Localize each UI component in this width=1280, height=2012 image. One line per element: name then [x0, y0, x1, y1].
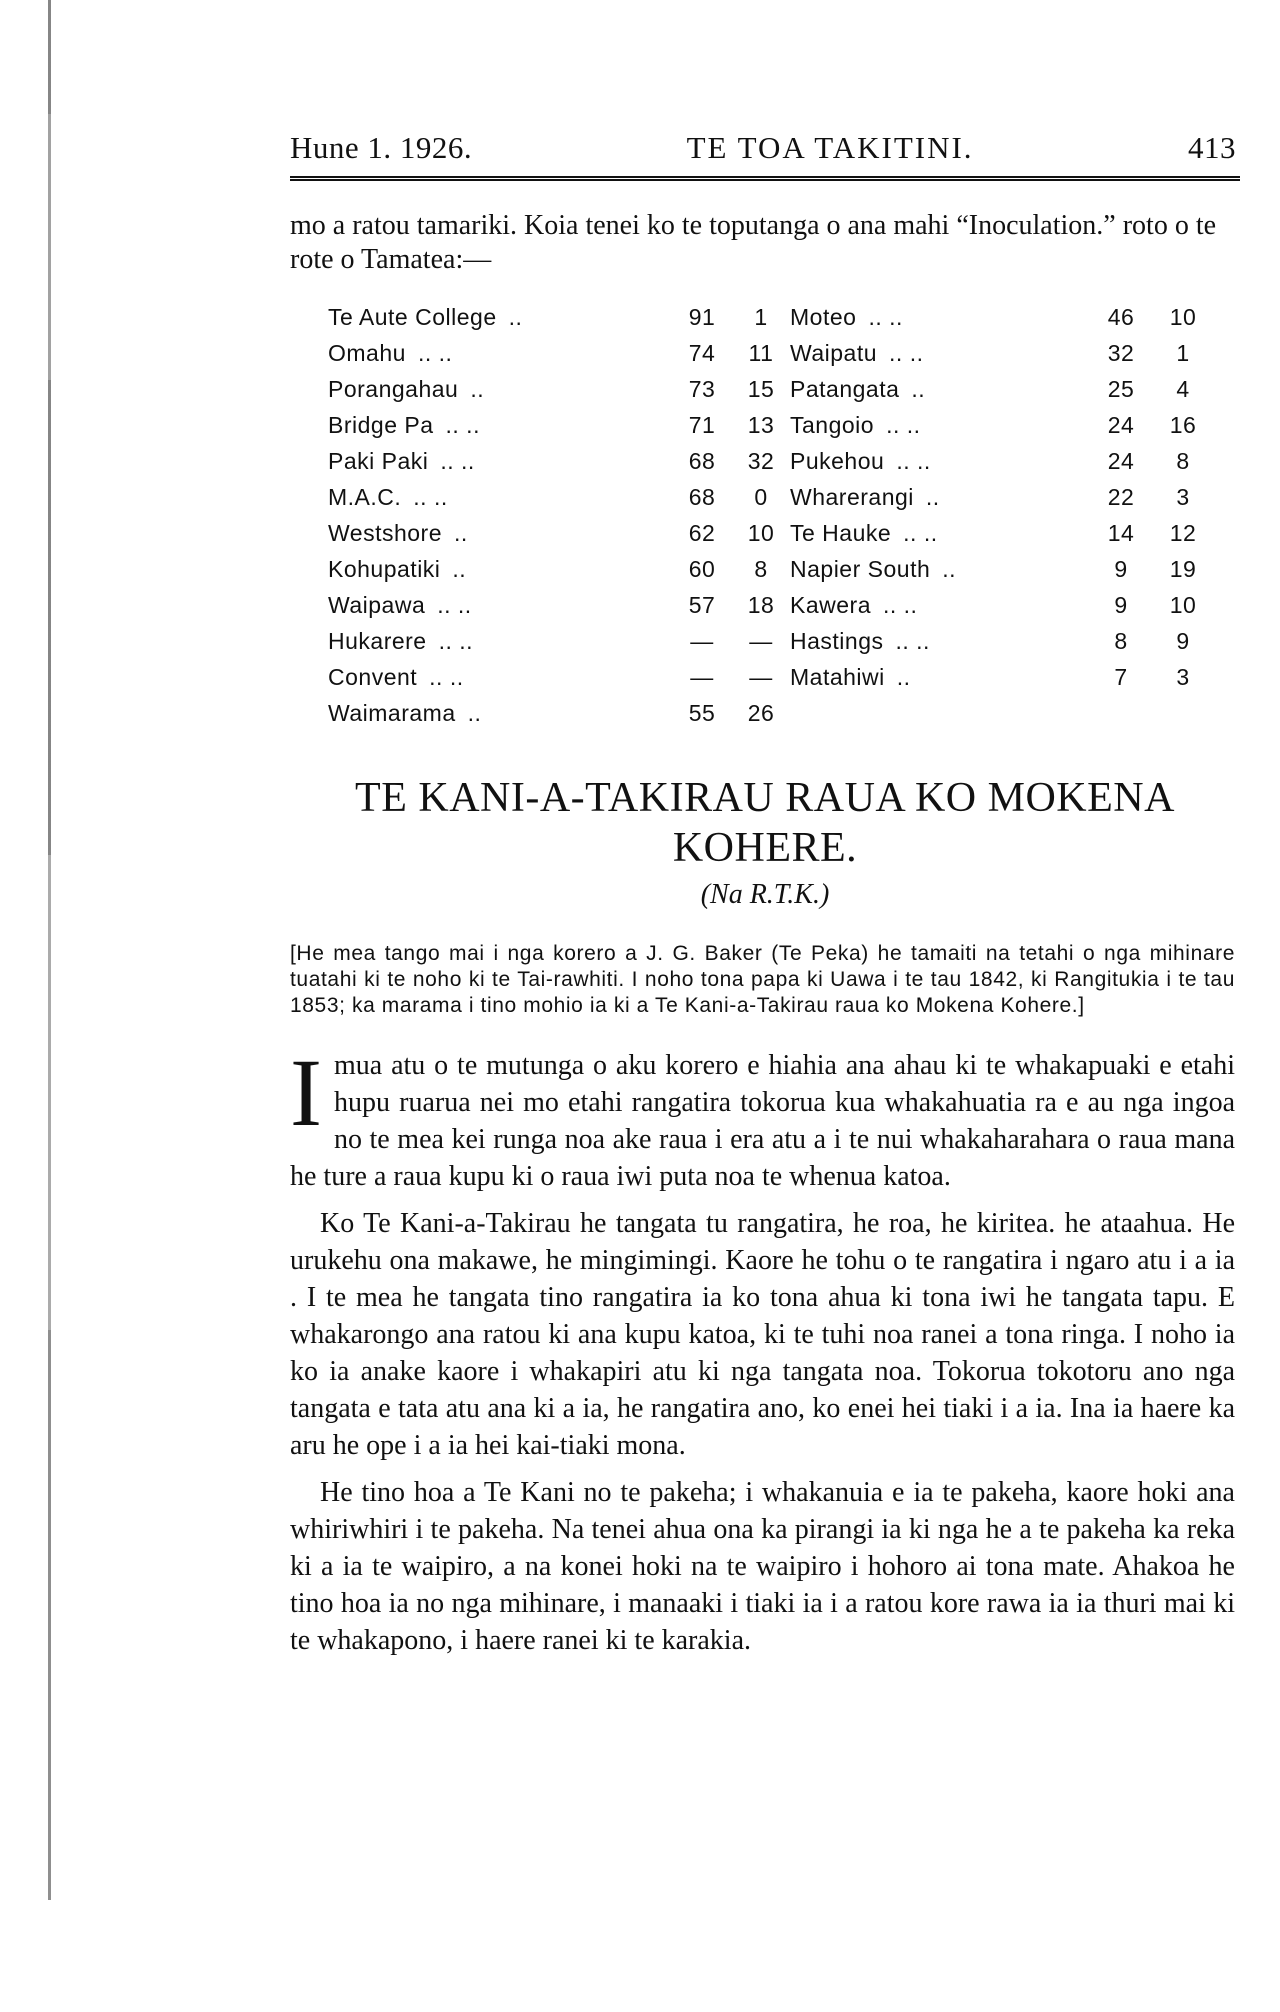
value-second: 10: [1169, 591, 1197, 618]
value-first: 32: [1107, 339, 1135, 366]
school-name-text: Te Hauke: [790, 519, 892, 546]
paragraph-3: He tino hoa a Te Kani no te pakeha; i whakanuia e ia te pakeha, kaore hoki ana whiriwhiri i te pakeha. Na tenei ahua ona ka pirangi ia ki nga he a te pakeha ka reka ki a ia te waipiro, a na konei hoki na te waipiro i hohoro ai tona mate. Ahakoa he tino hoa ia no nga mihinare, i manaaki i tiaki ia i a ratou kore rawa ia ia thuri mai ki te whakapono, i haere ranei ki te karakia.: [290, 1477, 1235, 1656]
school-name: [328, 556, 672, 583]
drop-cap: I: [290, 1039, 322, 1146]
value-first: 8: [1114, 627, 1128, 654]
school-name: [790, 448, 1086, 475]
school-name: [328, 664, 672, 691]
table-row: [328, 659, 790, 695]
value-first: 55: [688, 699, 716, 726]
value-first: 68: [688, 483, 716, 510]
header-title: TE TOA TAKITINI.: [686, 130, 974, 165]
school-name-text: Convent: [328, 663, 418, 690]
value-second: 13: [747, 411, 775, 438]
table-row: [790, 479, 1210, 515]
page: [290, 130, 1240, 1659]
school-name: [328, 304, 672, 331]
article-byline: (Na R.T.K.): [700, 879, 830, 910]
school-name: [790, 592, 1086, 619]
value-second: 10: [1169, 303, 1197, 330]
value-first: 46: [1107, 303, 1135, 330]
leader-dots: ..: [942, 555, 957, 582]
value-second: 19: [1169, 555, 1197, 582]
school-name: [328, 340, 672, 367]
table-row: [790, 515, 1210, 551]
school-name-text: Napier South: [790, 555, 931, 582]
school-name-text: Patangata: [790, 375, 900, 402]
leader-dots: ..: [896, 663, 911, 690]
value-second: 26: [747, 699, 775, 726]
value-second: 16: [1169, 411, 1197, 438]
school-name-text: Westshore: [328, 519, 443, 546]
leader-dots: .. ..: [417, 339, 453, 366]
school-name-text: Hukarere: [328, 627, 427, 654]
value-first: 24: [1107, 411, 1135, 438]
value-first: 14: [1107, 519, 1135, 546]
value-second: 15: [747, 375, 775, 402]
leader-dots: ..: [925, 483, 940, 510]
table-row: [328, 695, 790, 731]
school-name-text: Paki Paki: [328, 447, 429, 474]
leader-dots: .. ..: [429, 663, 464, 690]
header-date: Hune 1. 1926.: [290, 130, 473, 165]
article-title-line-2: KOHERE.: [672, 825, 858, 871]
value-second: 8: [1176, 447, 1190, 474]
school-name-text: Waimarama: [328, 699, 456, 726]
paragraph-1: [290, 1039, 1235, 1195]
school-name: [328, 412, 672, 439]
value-second: 8: [754, 555, 768, 582]
value-first: 73: [688, 375, 716, 402]
leader-dots: .. ..: [886, 411, 921, 438]
table-row: [790, 299, 1210, 335]
table-row: [790, 407, 1210, 443]
school-name: [790, 556, 1086, 583]
school-name: [790, 520, 1086, 547]
value-second: 1: [754, 303, 768, 330]
school-name: [328, 628, 672, 655]
value-second: 3: [1176, 663, 1190, 690]
leader-dots: ..: [452, 555, 467, 582]
school-name: [790, 304, 1086, 331]
value-second: 1: [1176, 339, 1190, 366]
leader-dots: .. ..: [440, 447, 475, 474]
leader-dots: .. ..: [903, 519, 938, 546]
header-rule: [290, 176, 1240, 181]
table-row: [328, 515, 790, 551]
school-name-text: Tangoio: [790, 411, 875, 438]
value-first: 24: [1107, 447, 1135, 474]
value-second: 18: [747, 591, 775, 618]
table-row: [328, 551, 790, 587]
leader-dots: ..: [454, 519, 468, 546]
leader-dots: ..: [467, 699, 482, 726]
leader-dots: .. ..: [868, 303, 903, 330]
school-name: [790, 664, 1086, 691]
table-row: [328, 623, 790, 659]
value-first: 9: [1114, 591, 1128, 618]
value-second: —: [749, 663, 773, 690]
table-row: [328, 371, 790, 407]
table-right-column: [790, 299, 1210, 731]
editorial-note: [He mea tango mai i nga korero a J. G. Baker (Te Peka) he tamaiti na tetahi o nga mihinare tuatahi ki te noho ki te Tai-rawhiti. I noho tona papa ki Uawa i te tau 1842, ki Rangitukia i te tau 1853; ka marama i tino mohio ia ki a Te Kani-a-Takirau raua ko Mokena Kohere.]: [290, 942, 1235, 1017]
value-first: 60: [688, 555, 716, 582]
table-row: [790, 335, 1210, 371]
article-title-line-1: TE KANI-A-TAKIRAU RAUA KO MOKENA: [355, 775, 1175, 821]
school-name-text: Kawera: [790, 591, 871, 618]
value-second: 10: [747, 519, 775, 546]
value-second: 11: [748, 339, 774, 366]
school-name: [790, 340, 1086, 367]
leader-dots: .. ..: [437, 591, 472, 618]
value-first: —: [690, 627, 714, 654]
table-row: [328, 407, 790, 443]
value-first: 7: [1114, 663, 1128, 690]
value-first: 25: [1107, 375, 1135, 402]
value-second: 32: [747, 447, 775, 474]
school-name-text: Matahiwi: [790, 663, 885, 690]
leader-dots: .. ..: [889, 339, 924, 366]
table-row: [328, 479, 790, 515]
school-name: [328, 592, 672, 619]
value-second: 12: [1169, 519, 1197, 546]
value-second: 9: [1176, 627, 1190, 654]
school-name-text: Waipawa: [328, 591, 426, 618]
school-name-text: Waipatu: [790, 339, 878, 366]
value-first: 57: [688, 591, 716, 618]
table-row: [790, 659, 1210, 695]
school-name: [790, 484, 1086, 511]
leader-dots: .. ..: [895, 627, 930, 654]
school-name-text: Omahu: [328, 339, 406, 366]
leader-dots: ..: [911, 375, 926, 402]
school-name: [790, 376, 1086, 403]
school-name: [328, 520, 672, 547]
table-left-column: [290, 299, 790, 731]
value-second: 3: [1176, 483, 1190, 510]
school-name: [328, 448, 672, 475]
intro-text: mo a ratou tamariki. Koia tenei ko te toputanga o ana mahi “Inoculation.” roto o te rote o Tamatea:—: [290, 210, 1217, 275]
leader-dots: .. ..: [882, 591, 918, 618]
value-second: 4: [1176, 375, 1190, 402]
school-name-text: Porangahau: [328, 375, 459, 402]
article-title: [290, 773, 1240, 873]
leader-dots: .. ..: [438, 627, 474, 654]
value-second: 0: [754, 483, 768, 510]
school-name-text: Moteo: [790, 303, 857, 330]
leader-dots: .. ..: [896, 447, 931, 474]
value-first: 22: [1107, 483, 1135, 510]
leader-dots: .. ..: [445, 411, 480, 438]
value-second: —: [749, 627, 773, 654]
table-row: [328, 335, 790, 371]
inoculation-table: [290, 299, 1240, 731]
school-name-text: Te Aute College: [328, 303, 497, 330]
table-row: [790, 551, 1210, 587]
school-name-text: Kohupatiki: [328, 555, 441, 582]
scan-binding-edge: [48, 0, 51, 1900]
value-first: 62: [688, 519, 716, 546]
value-first: 68: [688, 447, 716, 474]
school-name-text: Pukehou: [790, 447, 885, 474]
school-name-text: Wharerangi: [790, 483, 914, 510]
value-first: —: [690, 663, 714, 690]
leader-dots: ..: [508, 303, 523, 330]
paragraph-2: Ko Te Kani-a-Takirau he tangata tu rangatira, he roa, he kiritea. he ataahua. He urukehu ona makawe, he mingimingi. Kaore he tohu o te rangatira i ngaro atu i a ia . I te mea he tangata tino rangatira ia ko tona ahua ki tona iwi he tangata tapu. E whakarongo ana ratou ki ana kupu katoa, ki te tuhi noa ranei a tona ringa. I noho ia ko ia anake kaore i whakapiri atu ki nga tangata noa. Tokorua tokotoru ano nga tangata e tata atu ana ki a ia, he rangatira ano, ko enei hei tiaki i a ia. Ina ia haere ka aru he ope i a ia hei kai-tiaki mona.: [290, 1208, 1235, 1461]
value-first: 71: [688, 411, 716, 438]
value-first: 91: [688, 303, 716, 330]
school-name-text: M.A.C.: [328, 483, 402, 510]
table-row: [328, 299, 790, 335]
school-name: [790, 412, 1086, 439]
school-name-text: Hastings: [790, 627, 884, 654]
paragraph-1-text: mua atu o te mutunga o aku korero e hiahia ana ahau ki te whakapuaki e etahi hupu ruarua nei mo etahi rangatira tokorua kua whakahuatia ra e au nga ingoa no te mea kei runga noa ake raua i era atu a i te nui whakaharahara o raua mana he ture a raua kupu ki o raua iwi puta noa te whenua katoa.: [290, 1050, 1235, 1192]
leader-dots: .. ..: [413, 483, 448, 510]
value-first: 9: [1114, 555, 1128, 582]
leader-dots: ..: [470, 375, 485, 402]
school-name: [328, 484, 672, 511]
table-row: [790, 587, 1210, 623]
table-row: [790, 623, 1210, 659]
table-row: [790, 371, 1210, 407]
school-name: [328, 700, 672, 727]
school-name: [328, 376, 672, 403]
table-row: [328, 443, 790, 479]
value-first: 74: [688, 339, 716, 366]
running-header: [290, 130, 1240, 172]
page-number: 413: [1188, 130, 1236, 165]
table-row: [328, 587, 790, 623]
school-name: [790, 628, 1086, 655]
school-name-text: Bridge Pa: [328, 411, 434, 438]
table-row: [790, 443, 1210, 479]
